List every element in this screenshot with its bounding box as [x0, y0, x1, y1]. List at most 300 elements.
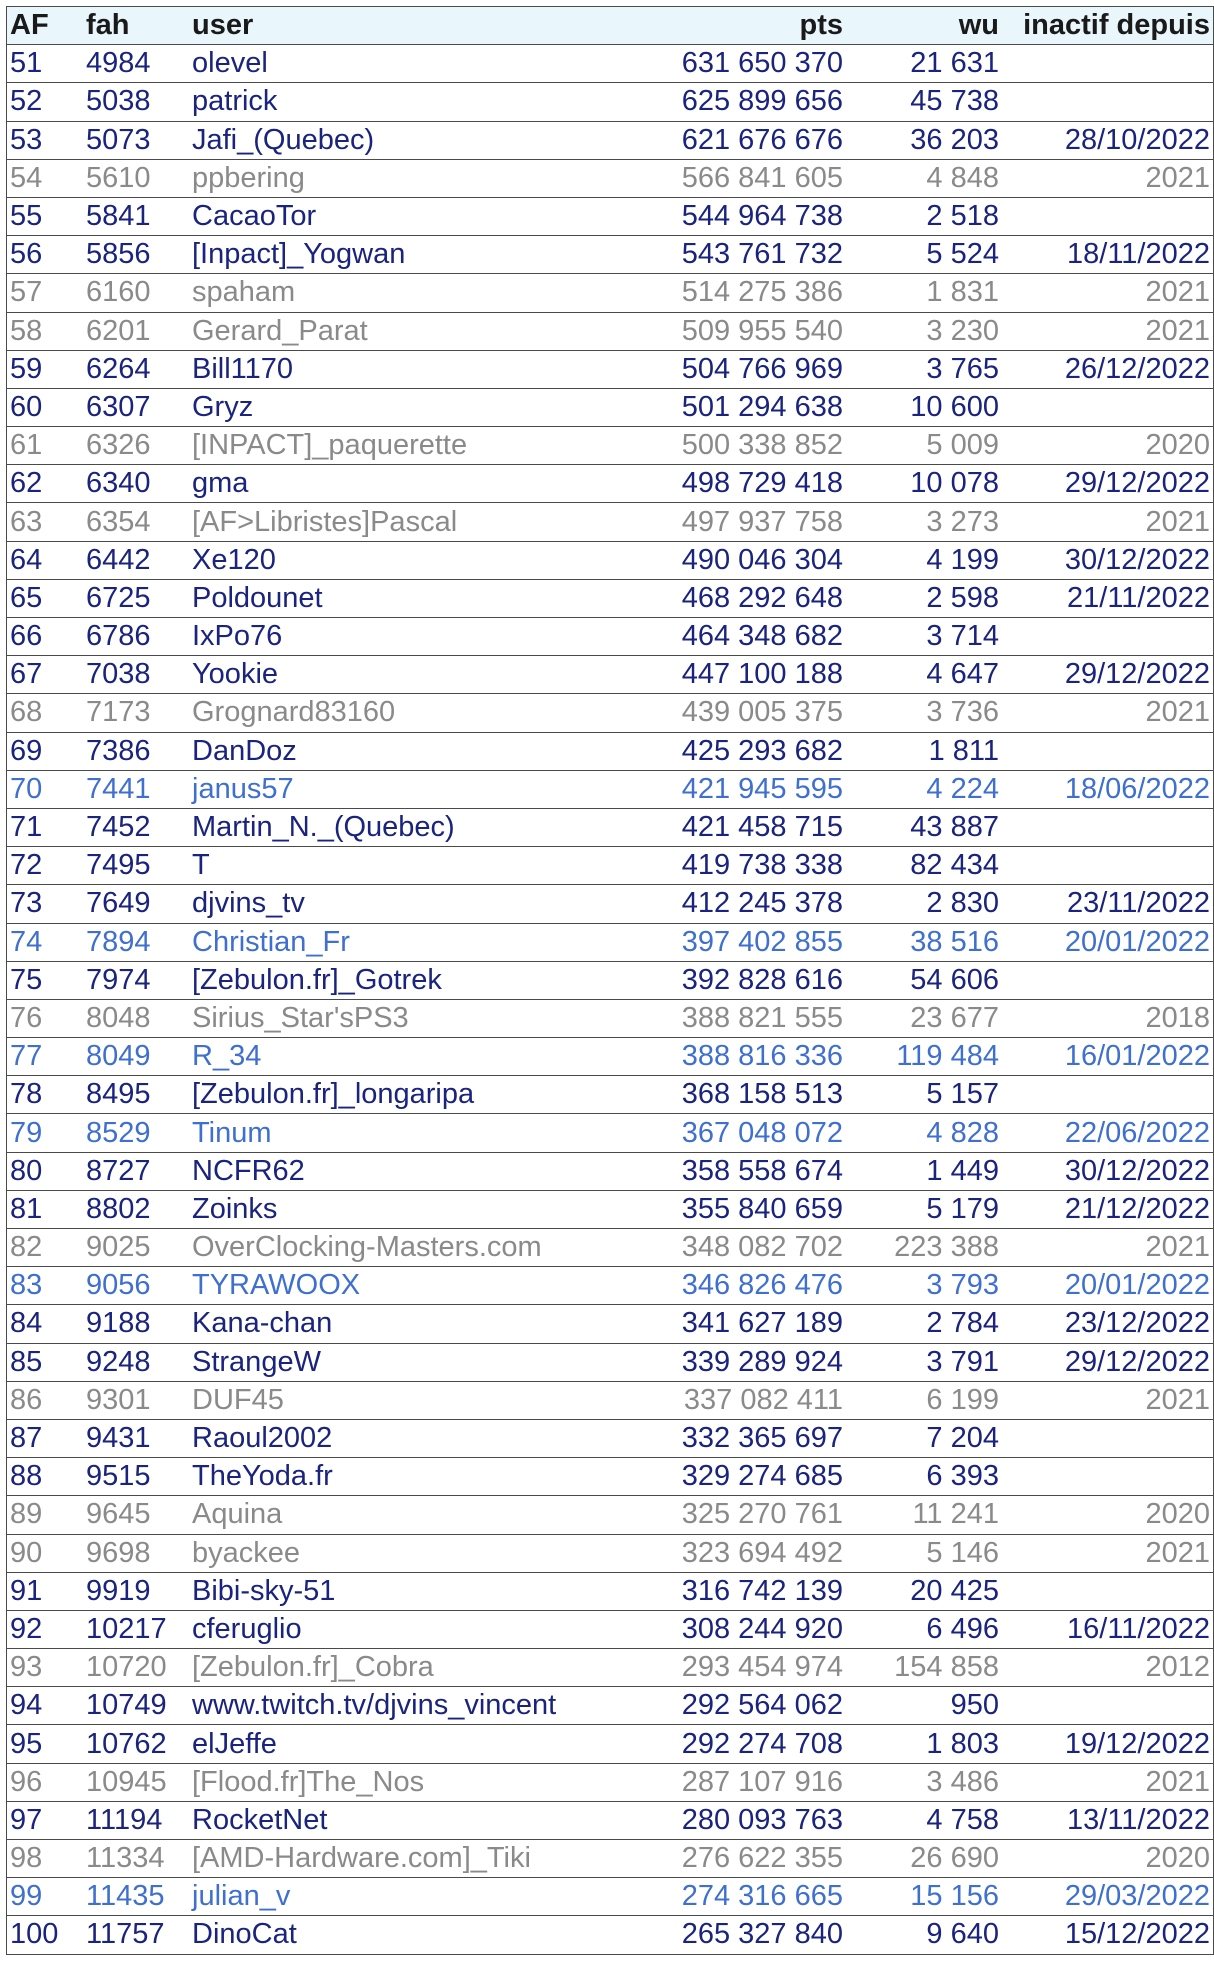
table-body: [7, 45, 1214, 1954]
cell-af: 73: [7, 885, 84, 923]
header-af: AF: [7, 7, 84, 45]
cell-user: Poldounet: [189, 579, 595, 617]
cell-fah: 9025: [83, 1229, 189, 1267]
cell-af: 57: [7, 274, 84, 312]
cell-af: 88: [7, 1458, 84, 1496]
cell-fah: 6307: [83, 388, 189, 426]
cell-pts: 509 955 540: [595, 312, 846, 350]
cell-user: spaham: [189, 274, 595, 312]
table-row: [7, 1305, 1214, 1343]
cell-fah: 6201: [83, 312, 189, 350]
cell-fah: 7974: [83, 961, 189, 999]
cell-fah: 10217: [83, 1610, 189, 1648]
cell-fah: 6340: [83, 465, 189, 503]
cell-user: Kana-chan: [189, 1305, 595, 1343]
cell-inactive-since: 21/11/2022: [1002, 579, 1214, 617]
cell-user: Jafi_(Quebec): [189, 121, 595, 159]
cell-pts: 566 841 605: [595, 159, 846, 197]
cell-af: 67: [7, 656, 84, 694]
cell-af: 83: [7, 1267, 84, 1305]
cell-af: 52: [7, 83, 84, 121]
cell-pts: 464 348 682: [595, 618, 846, 656]
cell-user: TheYoda.fr: [189, 1458, 595, 1496]
cell-pts: 316 742 139: [595, 1572, 846, 1610]
cell-inactive-since: 2021: [1002, 694, 1214, 732]
cell-user: byackee: [189, 1534, 595, 1572]
table-row: [7, 1572, 1214, 1610]
cell-af: 96: [7, 1763, 84, 1801]
cell-user: T: [189, 847, 595, 885]
table-row: [7, 1610, 1214, 1648]
cell-inactive-since: 23/11/2022: [1002, 885, 1214, 923]
cell-user: Bibi-sky-51: [189, 1572, 595, 1610]
cell-af: 65: [7, 579, 84, 617]
cell-fah: 5073: [83, 121, 189, 159]
cell-fah: 11435: [83, 1878, 189, 1916]
cell-inactive-since: 2021: [1002, 503, 1214, 541]
cell-inactive-since: 26/12/2022: [1002, 350, 1214, 388]
cell-pts: 274 316 665: [595, 1878, 846, 1916]
cell-wu: 2 784: [846, 1305, 1002, 1343]
cell-wu: 5 524: [846, 236, 1002, 274]
cell-pts: 501 294 638: [595, 388, 846, 426]
cell-wu: 1 449: [846, 1152, 1002, 1190]
cell-user: julian_v: [189, 1878, 595, 1916]
cell-af: 94: [7, 1687, 84, 1725]
cell-user: DUF45: [189, 1381, 595, 1419]
cell-wu: 2 518: [846, 197, 1002, 235]
cell-inactive-since: [1002, 1687, 1214, 1725]
table-row: [7, 1267, 1214, 1305]
cell-inactive-since: 2021: [1002, 1229, 1214, 1267]
table-row: [7, 618, 1214, 656]
cell-wu: 38 516: [846, 923, 1002, 961]
cell-inactive-since: 18/06/2022: [1002, 770, 1214, 808]
cell-fah: 6264: [83, 350, 189, 388]
cell-inactive-since: 2012: [1002, 1649, 1214, 1687]
table-row: [7, 350, 1214, 388]
table-row: [7, 961, 1214, 999]
cell-wu: 21 631: [846, 45, 1002, 83]
table-row: [7, 1419, 1214, 1457]
cell-user: R_34: [189, 1038, 595, 1076]
cell-user: [AMD-Hardware.com]_Tiki: [189, 1840, 595, 1878]
cell-pts: 293 454 974: [595, 1649, 846, 1687]
cell-wu: 3 791: [846, 1343, 1002, 1381]
cell-pts: 332 365 697: [595, 1419, 846, 1457]
cell-pts: 308 244 920: [595, 1610, 846, 1648]
cell-fah: 7452: [83, 808, 189, 846]
cell-wu: 1 831: [846, 274, 1002, 312]
cell-af: 92: [7, 1610, 84, 1648]
table-row: [7, 1458, 1214, 1496]
cell-pts: 265 327 840: [595, 1916, 846, 1954]
cell-af: 78: [7, 1076, 84, 1114]
cell-af: 59: [7, 350, 84, 388]
cell-fah: 9515: [83, 1458, 189, 1496]
cell-pts: 287 107 916: [595, 1763, 846, 1801]
cell-user: StrangeW: [189, 1343, 595, 1381]
cell-pts: 419 738 338: [595, 847, 846, 885]
cell-inactive-since: 2021: [1002, 1534, 1214, 1572]
cell-pts: 388 821 555: [595, 999, 846, 1037]
cell-inactive-since: [1002, 847, 1214, 885]
cell-wu: 5 146: [846, 1534, 1002, 1572]
table-row: [7, 1801, 1214, 1839]
cell-fah: 5038: [83, 83, 189, 121]
cell-af: 90: [7, 1534, 84, 1572]
cell-fah: 8802: [83, 1190, 189, 1228]
cell-pts: 292 274 708: [595, 1725, 846, 1763]
cell-inactive-since: 2021: [1002, 159, 1214, 197]
cell-wu: 5 179: [846, 1190, 1002, 1228]
cell-af: 85: [7, 1343, 84, 1381]
cell-af: 93: [7, 1649, 84, 1687]
cell-user: Yookie: [189, 656, 595, 694]
cell-af: 51: [7, 45, 84, 83]
cell-inactive-since: [1002, 1572, 1214, 1610]
cell-pts: 388 816 336: [595, 1038, 846, 1076]
table-row: [7, 1496, 1214, 1534]
cell-wu: 2 598: [846, 579, 1002, 617]
cell-user: DanDoz: [189, 732, 595, 770]
cell-pts: 439 005 375: [595, 694, 846, 732]
cell-inactive-since: [1002, 1076, 1214, 1114]
table-row: [7, 847, 1214, 885]
table-row: [7, 388, 1214, 426]
cell-user: Martin_N._(Quebec): [189, 808, 595, 846]
cell-af: 95: [7, 1725, 84, 1763]
table-row: [7, 1038, 1214, 1076]
cell-user: djvins_tv: [189, 885, 595, 923]
cell-wu: 9 640: [846, 1916, 1002, 1954]
cell-user: Raoul2002: [189, 1419, 595, 1457]
cell-user: gma: [189, 465, 595, 503]
cell-inactive-since: [1002, 808, 1214, 846]
cell-fah: 11194: [83, 1801, 189, 1839]
table-row: [7, 236, 1214, 274]
cell-fah: 9188: [83, 1305, 189, 1343]
cell-pts: 621 676 676: [595, 121, 846, 159]
cell-user: NCFR62: [189, 1152, 595, 1190]
cell-inactive-since: 21/12/2022: [1002, 1190, 1214, 1228]
cell-af: 79: [7, 1114, 84, 1152]
cell-fah: 6442: [83, 541, 189, 579]
cell-inactive-since: [1002, 197, 1214, 235]
cell-pts: 447 100 188: [595, 656, 846, 694]
cell-inactive-since: 19/12/2022: [1002, 1725, 1214, 1763]
cell-pts: 339 289 924: [595, 1343, 846, 1381]
cell-pts: 412 245 378: [595, 885, 846, 923]
cell-af: 61: [7, 427, 84, 465]
cell-pts: 355 840 659: [595, 1190, 846, 1228]
cell-af: 63: [7, 503, 84, 541]
cell-inactive-since: [1002, 1458, 1214, 1496]
cell-wu: 23 677: [846, 999, 1002, 1037]
cell-af: 76: [7, 999, 84, 1037]
cell-pts: 323 694 492: [595, 1534, 846, 1572]
cell-user: [Inpact]_Yogwan: [189, 236, 595, 274]
cell-fah: 8495: [83, 1076, 189, 1114]
cell-user: ppbering: [189, 159, 595, 197]
cell-wu: 1 811: [846, 732, 1002, 770]
table-row: [7, 465, 1214, 503]
cell-pts: 500 338 852: [595, 427, 846, 465]
table-header: [7, 7, 1214, 45]
cell-wu: 1 803: [846, 1725, 1002, 1763]
cell-inactive-since: 16/01/2022: [1002, 1038, 1214, 1076]
cell-pts: 348 082 702: [595, 1229, 846, 1267]
cell-pts: 346 826 476: [595, 1267, 846, 1305]
cell-af: 74: [7, 923, 84, 961]
cell-inactive-since: 22/06/2022: [1002, 1114, 1214, 1152]
cell-user: [Zebulon.fr]_Cobra: [189, 1649, 595, 1687]
cell-af: 66: [7, 618, 84, 656]
cell-user: [INPACT]_paquerette: [189, 427, 595, 465]
cell-fah: 11757: [83, 1916, 189, 1954]
cell-inactive-since: 23/12/2022: [1002, 1305, 1214, 1343]
cell-wu: 5 157: [846, 1076, 1002, 1114]
cell-user: IxPo76: [189, 618, 595, 656]
cell-af: 82: [7, 1229, 84, 1267]
cell-af: 87: [7, 1419, 84, 1457]
cell-wu: 26 690: [846, 1840, 1002, 1878]
cell-fah: 5856: [83, 236, 189, 274]
cell-pts: 504 766 969: [595, 350, 846, 388]
cell-af: 77: [7, 1038, 84, 1076]
table-row: [7, 808, 1214, 846]
cell-wu: 15 156: [846, 1878, 1002, 1916]
cell-wu: 10 600: [846, 388, 1002, 426]
table-row: [7, 1687, 1214, 1725]
cell-wu: 3 486: [846, 1763, 1002, 1801]
cell-af: 53: [7, 121, 84, 159]
cell-inactive-since: 13/11/2022: [1002, 1801, 1214, 1839]
cell-pts: 292 564 062: [595, 1687, 846, 1725]
table-row: [7, 1152, 1214, 1190]
cell-inactive-since: 2021: [1002, 312, 1214, 350]
cell-pts: 367 048 072: [595, 1114, 846, 1152]
cell-inactive-since: 2020: [1002, 1496, 1214, 1534]
cell-user: RocketNet: [189, 1801, 595, 1839]
cell-fah: 7495: [83, 847, 189, 885]
cell-fah: 10945: [83, 1763, 189, 1801]
cell-wu: 43 887: [846, 808, 1002, 846]
cell-user: Christian_Fr: [189, 923, 595, 961]
table-row: [7, 1229, 1214, 1267]
cell-fah: 9698: [83, 1534, 189, 1572]
cell-af: 75: [7, 961, 84, 999]
cell-fah: 8727: [83, 1152, 189, 1190]
cell-fah: 8529: [83, 1114, 189, 1152]
table-row: [7, 1763, 1214, 1801]
cell-pts: 392 828 616: [595, 961, 846, 999]
header-user: user: [189, 7, 595, 45]
header-pts: pts: [595, 7, 846, 45]
cell-fah: 8048: [83, 999, 189, 1037]
cell-pts: 544 964 738: [595, 197, 846, 235]
cell-user: patrick: [189, 83, 595, 121]
cell-af: 54: [7, 159, 84, 197]
cell-pts: 325 270 761: [595, 1496, 846, 1534]
cell-wu: 20 425: [846, 1572, 1002, 1610]
cell-user: [Zebulon.fr]_Gotrek: [189, 961, 595, 999]
cell-user: DinoCat: [189, 1916, 595, 1954]
cell-inactive-since: [1002, 732, 1214, 770]
table-row: [7, 503, 1214, 541]
table-row: [7, 1916, 1214, 1954]
cell-inactive-since: [1002, 388, 1214, 426]
header-wu: wu: [846, 7, 1002, 45]
cell-pts: 498 729 418: [595, 465, 846, 503]
header-inactive-since: inactif depuis: [1002, 7, 1214, 45]
table-row: [7, 45, 1214, 83]
table-row: [7, 197, 1214, 235]
cell-fah: 6725: [83, 579, 189, 617]
cell-inactive-since: 29/03/2022: [1002, 1878, 1214, 1916]
cell-wu: 4 848: [846, 159, 1002, 197]
cell-inactive-since: 2020: [1002, 1840, 1214, 1878]
cell-fah: 9056: [83, 1267, 189, 1305]
cell-fah: 6326: [83, 427, 189, 465]
cell-wu: 45 738: [846, 83, 1002, 121]
cell-user: OverClocking-Masters.com: [189, 1229, 595, 1267]
cell-inactive-since: 30/12/2022: [1002, 1152, 1214, 1190]
cell-user: [Zebulon.fr]_longaripa: [189, 1076, 595, 1114]
cell-wu: 6 199: [846, 1381, 1002, 1419]
cell-fah: 9919: [83, 1572, 189, 1610]
cell-af: 71: [7, 808, 84, 846]
cell-pts: 368 158 513: [595, 1076, 846, 1114]
cell-fah: 6160: [83, 274, 189, 312]
cell-af: 55: [7, 197, 84, 235]
cell-fah: 7441: [83, 770, 189, 808]
cell-af: 70: [7, 770, 84, 808]
cell-af: 68: [7, 694, 84, 732]
cell-fah: 7173: [83, 694, 189, 732]
cell-fah: 7386: [83, 732, 189, 770]
table-row: [7, 999, 1214, 1037]
table-row: [7, 1343, 1214, 1381]
cell-wu: 4 199: [846, 541, 1002, 579]
cell-inactive-since: 20/01/2022: [1002, 1267, 1214, 1305]
header-fah: fah: [83, 7, 189, 45]
cell-wu: 6 393: [846, 1458, 1002, 1496]
cell-wu: 6 496: [846, 1610, 1002, 1648]
cell-fah: 6354: [83, 503, 189, 541]
cell-user: elJeffe: [189, 1725, 595, 1763]
cell-fah: 10762: [83, 1725, 189, 1763]
cell-wu: 119 484: [846, 1038, 1002, 1076]
cell-af: 89: [7, 1496, 84, 1534]
cell-inactive-since: 15/12/2022: [1002, 1916, 1214, 1954]
cell-af: 60: [7, 388, 84, 426]
cell-wu: 10 078: [846, 465, 1002, 503]
cell-wu: 3 736: [846, 694, 1002, 732]
cell-pts: 280 093 763: [595, 1801, 846, 1839]
cell-pts: 468 292 648: [595, 579, 846, 617]
cell-pts: 397 402 855: [595, 923, 846, 961]
cell-wu: 36 203: [846, 121, 1002, 159]
cell-pts: 276 622 355: [595, 1840, 846, 1878]
cell-af: 64: [7, 541, 84, 579]
cell-inactive-since: 2020: [1002, 427, 1214, 465]
cell-inactive-since: 2018: [1002, 999, 1214, 1037]
cell-user: Sirius_Star'sPS3: [189, 999, 595, 1037]
cell-pts: 631 650 370: [595, 45, 846, 83]
cell-wu: 82 434: [846, 847, 1002, 885]
table-row: [7, 1649, 1214, 1687]
table-row: [7, 923, 1214, 961]
cell-inactive-since: 2021: [1002, 1381, 1214, 1419]
cell-af: 99: [7, 1878, 84, 1916]
cell-user: Gryz: [189, 388, 595, 426]
cell-af: 91: [7, 1572, 84, 1610]
cell-inactive-since: 30/12/2022: [1002, 541, 1214, 579]
cell-user: Xe120: [189, 541, 595, 579]
cell-fah: 6786: [83, 618, 189, 656]
cell-wu: 4 828: [846, 1114, 1002, 1152]
cell-wu: 2 830: [846, 885, 1002, 923]
table-row: [7, 732, 1214, 770]
cell-pts: 421 945 595: [595, 770, 846, 808]
table-row: [7, 1534, 1214, 1572]
table-row: [7, 1840, 1214, 1878]
cell-inactive-since: 18/11/2022: [1002, 236, 1214, 274]
cell-fah: 5610: [83, 159, 189, 197]
cell-wu: 11 241: [846, 1496, 1002, 1534]
cell-user: TYRAWOOX: [189, 1267, 595, 1305]
cell-wu: 7 204: [846, 1419, 1002, 1457]
cell-user: [AF>Libristes]Pascal: [189, 503, 595, 541]
cell-af: 62: [7, 465, 84, 503]
table-row: [7, 1725, 1214, 1763]
cell-wu: 3 793: [846, 1267, 1002, 1305]
cell-fah: 10720: [83, 1649, 189, 1687]
cell-user: [Flood.fr]The_Nos: [189, 1763, 595, 1801]
cell-user: cferuglio: [189, 1610, 595, 1648]
table-row: [7, 885, 1214, 923]
cell-inactive-since: [1002, 961, 1214, 999]
cell-user: Grognard83160: [189, 694, 595, 732]
cell-fah: 4984: [83, 45, 189, 83]
table-row: [7, 427, 1214, 465]
cell-fah: 7038: [83, 656, 189, 694]
cell-inactive-since: 28/10/2022: [1002, 121, 1214, 159]
cell-fah: 7894: [83, 923, 189, 961]
cell-af: 69: [7, 732, 84, 770]
table-row: [7, 579, 1214, 617]
cell-pts: 421 458 715: [595, 808, 846, 846]
cell-wu: 3 714: [846, 618, 1002, 656]
table-row: [7, 1076, 1214, 1114]
cell-user: Gerard_Parat: [189, 312, 595, 350]
cell-inactive-since: 2021: [1002, 1763, 1214, 1801]
cell-pts: 341 627 189: [595, 1305, 846, 1343]
table-row: [7, 770, 1214, 808]
cell-wu: 223 388: [846, 1229, 1002, 1267]
cell-af: 81: [7, 1190, 84, 1228]
table-row: [7, 656, 1214, 694]
table-row: [7, 1114, 1214, 1152]
cell-user: Aquina: [189, 1496, 595, 1534]
table-row: [7, 159, 1214, 197]
table-row: [7, 83, 1214, 121]
cell-af: 58: [7, 312, 84, 350]
table-row: [7, 1878, 1214, 1916]
cell-pts: 329 274 685: [595, 1458, 846, 1496]
cell-fah: 9431: [83, 1419, 189, 1457]
